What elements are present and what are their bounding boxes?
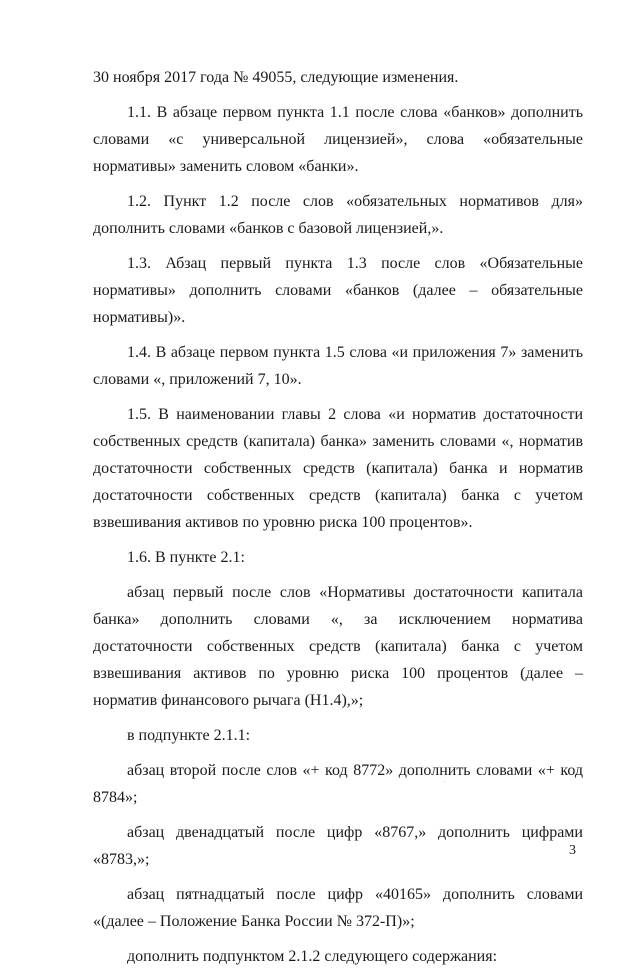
paragraph-first-abzats: абзац первый после слов «Нормативы достаточности капитала банка» дополнить словами «, за исключением норматива достаточности собственных средств (капитала) банка с учетом взвешивания активов по уровню риска 100 процентов (далее – норматив финансового рычага (Н1.4),»; bbox=[93, 584, 583, 709]
paragraph-1-4: 1.4. В абзаце первом пункта 1.5 слова «и приложения 7» заменить словами «, приложений 7, 10». bbox=[93, 344, 583, 388]
scan-speck: ˙ bbox=[443, 780, 446, 789]
paragraph-1-5: 1.5. В наименовании главы 2 слова «и норматив достаточности собственных средств (капитала) банка» заменить словами «, норматив достаточности собственных средств (капитала) банка и норматив достаточности собственных средств (капитала) банка с учетом взвешивания активов по уровню риска 100 процентов». bbox=[93, 406, 583, 531]
paragraph-1-2: 1.2. Пункт 1.2 после слов «обязательных нормативов для» дополнить словами «банков с базовой лицензией,». bbox=[93, 193, 583, 237]
paragraph-1-1: 1.1. В абзаце первом пункта 1.1 после слова «банков» дополнить словами «с универсальной лицензией», слова «обязательные нормативы» заменить словом «банки». bbox=[93, 104, 583, 175]
paragraph-subpoint-2-1-1: в подпункте 2.1.1: bbox=[127, 727, 251, 744]
document-body bbox=[93, 64, 583, 978]
paragraph-1-3: 1.3. Абзац первый пункта 1.3 после слов «Обязательные нормативы» дополнить словами «банков (далее – обязательные нормативы)». bbox=[93, 255, 583, 326]
paragraph-second-abzats: абзац второй после слов «+ код 8772» дополнить словами «+ код 8784»; bbox=[93, 762, 583, 806]
paragraph-fifteenth-abzats: абзац пятнадцатый после цифр «40165» дополнить словами «(далее – Положение Банка России № 372-П)»; bbox=[93, 886, 583, 930]
paragraph-1-6: 1.6. В пункте 2.1: bbox=[127, 549, 245, 566]
paragraph-add-subpoint-2-1-2: дополнить подпунктом 2.1.2 следующего содержания: bbox=[127, 948, 498, 965]
paragraph-twelfth-abzats: абзац двенадцатый после цифр «8767,» дополнить цифрами «8783,»; bbox=[93, 824, 583, 868]
page-number: 3 bbox=[569, 843, 576, 858]
paragraph-intro: 30 ноября 2017 года № 49055, следующие изменения. bbox=[93, 69, 459, 86]
